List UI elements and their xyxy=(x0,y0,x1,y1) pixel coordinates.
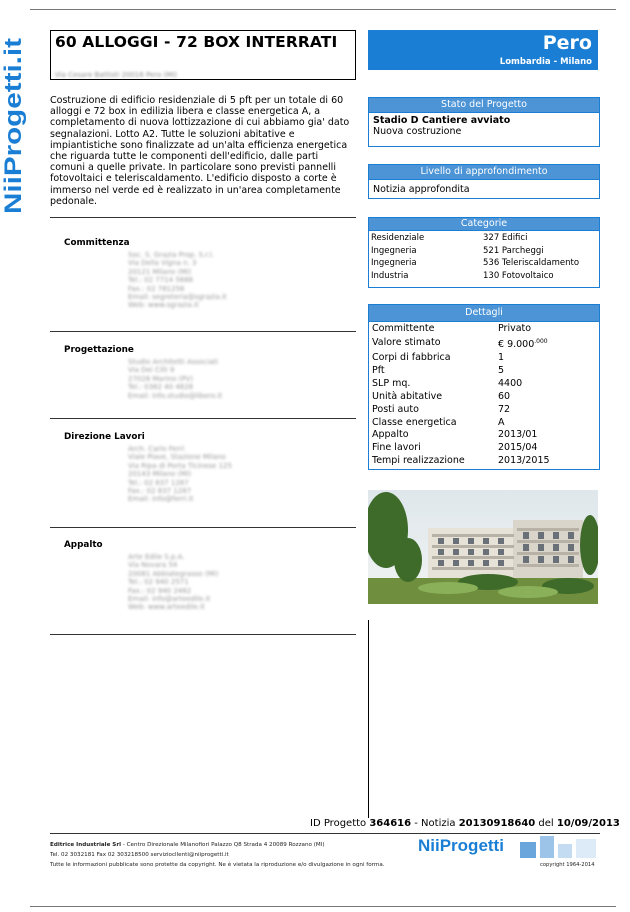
dettaglio-key: Corpi di fabbrica xyxy=(372,351,451,363)
dettaglio-value: 5 xyxy=(498,364,505,376)
footer-divider xyxy=(50,833,600,834)
categorie-table xyxy=(371,232,597,282)
logo-vertical-text: NiiProgetti.it xyxy=(0,71,27,214)
dettaglio-value: 2013/01 xyxy=(498,429,538,441)
publisher-address: - Centro Direzionale Milanofiori Palazzo Q8 Strada 4 20089 Rozzano (MI) xyxy=(121,842,325,848)
contact-line: Via Dei Cilli 9 xyxy=(128,366,175,375)
building-illustration xyxy=(368,490,598,604)
dettaglio-row xyxy=(372,442,596,455)
location-box xyxy=(368,30,598,70)
categoria-type: Ingegneria xyxy=(371,258,417,269)
niiprogetti-footer-logo xyxy=(418,836,504,856)
project-rendering-image xyxy=(368,490,598,604)
page-title: 60 ALLOGGI - 72 BOX INTERRATI xyxy=(55,33,338,51)
dettagli-header: Dettagli xyxy=(369,305,599,322)
dettaglio-row xyxy=(372,391,596,404)
categoria-value: 521 Parcheggi xyxy=(483,245,544,256)
section-label: Appalto xyxy=(64,540,103,550)
section-label: Direzione Lavori xyxy=(64,432,145,442)
dettagli-panel xyxy=(368,304,600,470)
dettaglio-key: SLP mq. xyxy=(372,377,411,389)
dettagli-table xyxy=(372,323,596,468)
categorie-header: Categorie xyxy=(369,218,599,231)
livello-header: Livello di approfondimento xyxy=(369,165,599,180)
contact-line: Arch. Carlo Ferri xyxy=(128,445,185,453)
categoria-type: Industria xyxy=(371,270,409,281)
dettaglio-value: A xyxy=(498,416,505,428)
section-contact-details xyxy=(128,251,227,310)
stato-stage: Stadio D Cantiere avviato xyxy=(373,115,511,126)
dettaglio-key: Classe energetica xyxy=(372,416,457,428)
title-box xyxy=(50,30,356,80)
dettaglio-key: Valore stimato xyxy=(372,337,441,349)
contact-line: 20121 Milano (MI) xyxy=(128,267,192,276)
contact-line: Viale Piave, Stazione Milano xyxy=(128,453,226,462)
publisher-line xyxy=(50,842,325,848)
dettaglio-key: Unità abitative xyxy=(372,390,443,402)
contact-line: Via Ripa di Porta Ticinese 125 xyxy=(128,461,232,470)
niiprogetti-logo-vertical xyxy=(0,34,28,214)
location-region: Lombardia - Milano xyxy=(499,57,592,67)
dettaglio-row xyxy=(372,336,596,352)
dettaglio-value: € 9.000 xyxy=(498,339,535,351)
dettaglio-row xyxy=(372,323,596,336)
notizia-value: 20130918640 xyxy=(458,818,536,829)
stato-panel xyxy=(368,97,600,147)
dettaglio-row xyxy=(372,417,596,430)
contact-line: 27026 Marino (PV) xyxy=(128,374,194,383)
publisher-name: Editrice Industriale Srl xyxy=(50,842,122,848)
copyright-notice: Tutte le informazioni pubblicate sono protette da copyright. Ne è vietata la riproduzione e/o divulgazione in ogni forma. xyxy=(50,862,385,868)
del-label: del xyxy=(535,818,557,829)
livello-panel xyxy=(368,164,600,199)
dettaglio-value: 72 xyxy=(498,403,511,415)
contact-line: Fax.: 02 940 2482 xyxy=(128,586,192,595)
dettaglio-row xyxy=(372,429,596,442)
contact-line: Fax.: 02 837 1287 xyxy=(128,487,192,496)
categoria-row xyxy=(371,270,597,283)
contact-line: Via Della Vigna n. 3 xyxy=(128,259,197,268)
contact-line: Arte Edile S.p.A. xyxy=(128,553,185,561)
dettaglio-value: 2015/04 xyxy=(498,442,538,454)
footer-logo-graphic xyxy=(520,836,600,858)
project-description: Costruzione di edificio residenziale di 5 pft per un totale di 60 alloggi e 72 box in edilizia libera e classe energetica A, a completamento di nuova lottizzazione di cui abbiamo gia' dato segnalazioni. Lotto A2. Tutte le soluzioni abitative e impiantistiche sono finalizzate ad un'alta efficienza energetica che riguarda tutte le componenti dell'edificio, dalle parti comuni a quelle private. In particolare sono previsti pannelli fotovoltaici e teleriscaldamento. L'edificio disposto a corte è immerso nel verde ed è realizzato in un'area completamente pedonale. xyxy=(50,95,350,207)
dettaglio-row xyxy=(372,378,596,391)
contact-line: Fax.: 02 781256 xyxy=(128,284,185,293)
categoria-row xyxy=(371,232,597,245)
contact-line: Email: info@ferri.it xyxy=(128,495,194,504)
project-address: Via Cesare Battisti 20016 Pero (MI) xyxy=(55,71,178,79)
dettaglio-value: 4400 xyxy=(498,377,523,389)
contact-line: Tel.: 02 7714 5666 xyxy=(128,276,194,285)
top-rule xyxy=(30,9,616,10)
dettaglio-value-sup: .000 xyxy=(534,337,548,345)
stato-header: Stato del Progetto xyxy=(369,98,599,113)
dettaglio-key: Posti auto xyxy=(372,403,419,415)
notizia-date: 10/09/2013 xyxy=(556,818,620,829)
contact-line: Web: www.arteedile.it xyxy=(128,603,205,612)
contact-line: 20143 Milano (MI) xyxy=(128,470,192,479)
dettaglio-value: 2013/2015 xyxy=(498,455,550,467)
section-label: Progettazione xyxy=(64,345,134,355)
categorie-panel xyxy=(368,217,600,288)
contact-line: Email: segreteria@sgrazia.it xyxy=(128,293,227,302)
copyright-years: copyright 1964-2014 xyxy=(540,862,595,868)
stato-detail: Nuova costruzione xyxy=(373,126,462,137)
dettaglio-row xyxy=(372,404,596,417)
dettaglio-key: Fine lavori xyxy=(372,442,421,454)
notizia-label: - Notizia xyxy=(411,818,459,829)
contact-line: Email: info@arteedile.it xyxy=(128,595,211,604)
contact-line: Email: info.studio@libero.it xyxy=(128,391,223,400)
section-divider xyxy=(50,331,356,332)
contact-line: Studio Architetti Associati xyxy=(128,358,219,366)
dettaglio-key: Appalto xyxy=(372,429,409,441)
dettaglio-row xyxy=(372,365,596,378)
section-label: Committenza xyxy=(64,238,130,248)
dettaglio-value: Privato xyxy=(498,323,532,334)
contacts-line: Tel. 02 3032181 Fax 02 303218500 serviziocllenti@niiprogetti.it xyxy=(50,852,229,858)
section-divider xyxy=(50,418,356,419)
contact-line: Soc. S. Grazia Prop. S.r.l. xyxy=(128,251,214,259)
livello-value: Notizia approfondita xyxy=(373,184,470,195)
categoria-row xyxy=(371,257,597,270)
categoria-type: Ingegneria xyxy=(371,245,417,256)
contact-line: Tel.: 02 940 2571 xyxy=(128,578,189,587)
contact-line: Web: www.sgrazia.it xyxy=(128,301,199,310)
right-column-rule xyxy=(368,620,369,818)
description-divider xyxy=(50,217,356,218)
dettaglio-key: Committente xyxy=(372,323,435,334)
contact-line: Tel.: 0382 40 4828 xyxy=(128,383,194,392)
section-contact-details xyxy=(128,553,218,612)
dettaglio-value: 60 xyxy=(498,390,511,402)
section-contact-details xyxy=(128,358,222,400)
project-id-value: 364616 xyxy=(369,818,412,829)
section-divider xyxy=(50,634,356,635)
categoria-type: Residenziale xyxy=(371,233,425,243)
categoria-row xyxy=(371,245,597,258)
dettaglio-key: Pft xyxy=(372,364,385,376)
project-id-line xyxy=(310,818,620,829)
section-contact-details xyxy=(128,445,232,504)
dettaglio-row xyxy=(372,352,596,365)
dettaglio-value: 1 xyxy=(498,351,505,363)
categoria-value: 536 Teleriscaldamento xyxy=(483,258,580,269)
dettaglio-row xyxy=(372,455,596,468)
contact-line: 20081 Abbiategrasso (MI) xyxy=(128,569,219,578)
bottom-rule xyxy=(30,906,616,907)
project-id-label: ID Progetto xyxy=(310,818,367,829)
categoria-value: 130 Fotovoltaico xyxy=(483,270,554,281)
categoria-value: 327 Edifici xyxy=(483,233,528,243)
footer-brand: NiiProgetti xyxy=(418,836,504,855)
location-city: Pero xyxy=(542,32,592,54)
dettaglio-key: Tempi realizzazione xyxy=(372,455,465,467)
section-divider xyxy=(50,527,356,528)
contact-line: Tel.: 02 837 1287 xyxy=(128,478,189,487)
contact-line: Via Novara 54 xyxy=(128,561,178,570)
